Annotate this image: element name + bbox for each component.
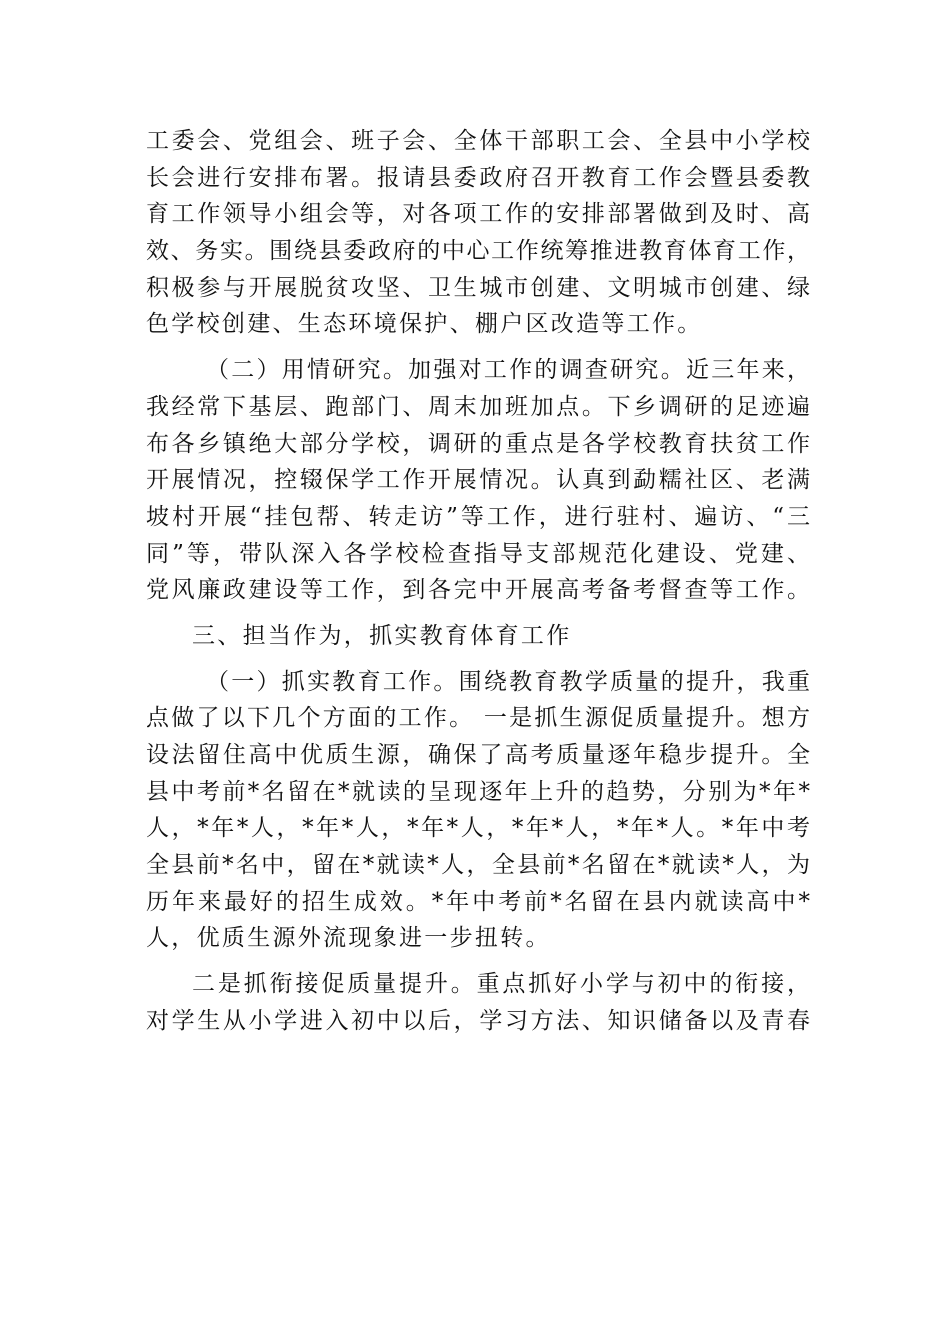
text-line: 点做了以下几个方面的工作。 一是抓生源促质量提升。想方 [146, 705, 810, 732]
text-line: 我经常下基层、跑部门、周末加班加点。下乡调研的足迹遍 [146, 393, 810, 420]
text-line: 对学生从小学进入初中以后，学习方法、知识储备以及青春 [146, 1007, 810, 1034]
text-line: 育工作领导小组会等，对各项工作的安排部署做到及时、高 [146, 201, 810, 228]
text-line: 同”等，带队深入各学校检查指导支部规范化建设、党建、 [146, 540, 810, 567]
text-line: 全县前*名中，留在*就读*人，全县前*名留在*就读*人，为 [146, 852, 811, 879]
text-line: 二是抓衔接促质量提升。重点抓好小学与初中的衔接， [192, 971, 810, 998]
paragraph-transition [146, 966, 810, 1039]
paragraph-education-work [146, 664, 810, 958]
text-line: 人，*年*人，*年*人，*年*人，*年*人，*年*人。*年中考 [146, 815, 810, 842]
text-line: 坡村开展“挂包帮、转走访”等工作，进行驻村、遍访、“三 [146, 503, 810, 530]
text-line: 色学校创建、生态环境保护、棚户区改造等工作。 [146, 311, 703, 338]
text-line: 长会进行安排布署。报请县委政府召开教育工作会暨县委教 [146, 164, 810, 191]
text-line: 人，优质生源外流现象进一步扭转。 [146, 925, 551, 952]
paragraph-meetings [146, 123, 810, 343]
text-line: 设法留住高中优质生源，确保了高考质量逐年稳步提升。全 [146, 742, 810, 768]
text-line: 县中考前*名留在*就读的呈现逐年上升的趋势，分别为*年* [146, 778, 810, 805]
text-line: 积极参与开展脱贫攻坚、卫生城市创建、文明城市创建、绿 [146, 274, 810, 301]
text-line: （二）用情研究。加强对工作的调查研究。近三年来， [206, 357, 810, 384]
section-heading-text: 三、担当作为，抓实教育体育工作 [192, 622, 572, 649]
document-body [146, 123, 810, 1040]
text-line: 党风廉政建设等工作，到各完中开展高考备考督查等工作。 [146, 577, 810, 604]
text-line: 历年来最好的招生成效。*年中考前*名留在县内就读高中* [146, 888, 810, 915]
text-line: （一）抓实教育工作。围绕教育教学质量的提升，我重 [206, 668, 810, 695]
paragraph-research [146, 352, 810, 609]
text-line: 工委会、党组会、班子会、全体干部职工会、全县中小学校 [146, 128, 810, 154]
text-line: 效、务实。围绕县委政府的中心工作统筹推进教育体育工作， [146, 238, 810, 265]
text-line: 布各乡镇绝大部分学校，调研的重点是各学校教育扶贫工作 [146, 430, 810, 457]
section-heading [146, 618, 810, 655]
text-line: 开展情况，控辍保学工作开展情况。认真到勐糯社区、老满 [146, 467, 810, 494]
